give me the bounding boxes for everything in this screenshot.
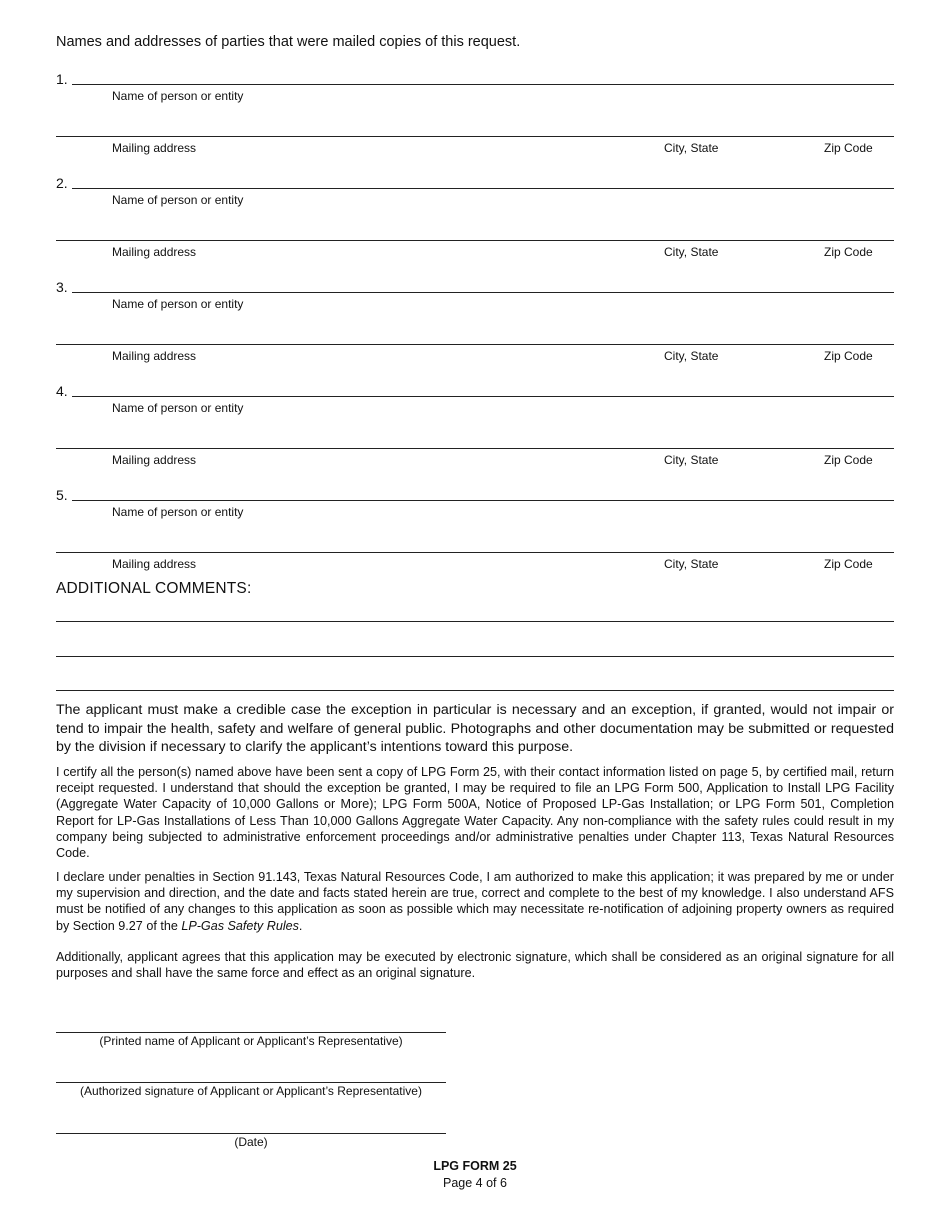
party-address-field[interactable]: [112, 423, 652, 449]
party-address-label: Mailing address: [112, 245, 197, 259]
party-address-field[interactable]: [112, 111, 652, 137]
party-zip-label: Zip Code: [824, 141, 873, 155]
party-city-label: City, State: [664, 557, 719, 571]
party-city-label: City, State: [664, 245, 719, 259]
printed-name-line[interactable]: [56, 1032, 446, 1033]
authorized-signature-label: (Authorized signature of Applicant or Applicant’s Representative): [80, 1084, 422, 1098]
party-city-field[interactable]: [660, 215, 800, 241]
date-label: (Date): [234, 1135, 268, 1149]
party-zip-label: Zip Code: [824, 349, 873, 363]
party-name-field[interactable]: [112, 371, 892, 397]
electronic-signature-statement: Additionally, applicant agrees that this application may be executed by electronic signature, which shall be considered as an original signature for all purposes and shall have the same force and effect as an original signature.: [56, 950, 894, 981]
form-name: LPG FORM 25: [433, 1159, 517, 1173]
party-zip-label: Zip Code: [824, 245, 873, 259]
party-address-label: Mailing address: [112, 453, 197, 467]
certification-statement: I certify all the person(s) named above have been sent a copy of LPG Form 25, with their contact information listed on page 5, by certified mail, return receipt requested. I understand that should the exception be granted, I may be required to file an LPG Form 500, Application to Install LPG Facility (Aggregate Water Capacity of 10,000 Gallons or More); LPG Form 500A, Notice of Proposed LP-Gas Installation; or LPG Form 501, Completion Report for LP-Gas Installations of Less Than 10,000 Gallons Aggregate Water Capacity. Any non-compliance with the safety rules could result in my company being subjected to administrative enforcement proceedings and/or administrative penalties under Chapter 113, Texas Natural Resources Code.: [56, 765, 894, 861]
party-name-label: Name of person or entity: [112, 505, 244, 519]
party-number: 3.: [56, 279, 68, 295]
party-name-field[interactable]: [112, 59, 892, 85]
party-address-label: Mailing address: [112, 349, 197, 363]
intro-text: Names and addresses of parties that were mailed copies of this request.: [56, 34, 521, 50]
party-name-label: Name of person or entity: [112, 193, 244, 207]
printed-name-label: (Printed name of Applicant or Applicant’s Representative): [99, 1034, 403, 1048]
party-city-label: City, State: [664, 453, 719, 467]
comment-line-1[interactable]: [56, 621, 894, 622]
page-number: Page 4 of 6: [443, 1176, 507, 1190]
party-zip-field[interactable]: [810, 527, 894, 553]
party-name-label: Name of person or entity: [112, 89, 244, 103]
party-address-field[interactable]: [112, 527, 652, 553]
party-address-label: Mailing address: [112, 557, 197, 571]
date-line[interactable]: [56, 1133, 446, 1134]
party-zip-field[interactable]: [810, 319, 894, 345]
party-address-label: Mailing address: [112, 141, 197, 155]
comment-line-3[interactable]: [56, 690, 894, 691]
declaration-text: I declare under penalties in Section 91.143, Texas Natural Resources Code, I am authorized to make this application; it was prepared by me or under my supervision and direction, and the date and facts stated herein are true, correct and complete to the best of my knowledge. I also understand AFS must be notified of any changes to this application as soon as possible which may necessitate re-notification of adjoining property owners as required by Section 9.27 of the: [56, 870, 894, 933]
declaration-end: .: [298, 918, 303, 933]
party-address-field[interactable]: [112, 319, 652, 345]
party-name-label: Name of person or entity: [112, 297, 244, 311]
party-address-field[interactable]: [112, 215, 652, 241]
authorized-signature-line[interactable]: [56, 1082, 446, 1083]
party-number: 1.: [56, 71, 68, 87]
party-name-label: Name of person or entity: [112, 401, 244, 415]
comment-line-2[interactable]: [56, 656, 894, 657]
party-city-field[interactable]: [660, 423, 800, 449]
party-city-field[interactable]: [660, 527, 800, 553]
party-zip-field[interactable]: [810, 423, 894, 449]
party-city-field[interactable]: [660, 111, 800, 137]
declaration-rules-title: LP-Gas Safety Rules: [181, 918, 299, 933]
party-number: 2.: [56, 175, 68, 191]
party-city-field[interactable]: [660, 319, 800, 345]
declaration-statement: [56, 869, 894, 934]
party-number: 4.: [56, 383, 68, 399]
party-zip-field[interactable]: [810, 111, 894, 137]
exception-statement: The applicant must make a credible case the exception in particular is necessary and an exception, if granted, would not impair or tend to impair the health, safety and welfare of general public. Photographs and other documentation may be submitted or requested by the division if necessary to clarify the applicant’s intentions toward this purpose.: [56, 702, 894, 755]
party-number: 5.: [56, 487, 68, 503]
party-city-label: City, State: [664, 141, 719, 155]
party-city-label: City, State: [664, 349, 719, 363]
party-name-field[interactable]: [112, 267, 892, 293]
party-name-field[interactable]: [112, 163, 892, 189]
party-name-field[interactable]: [112, 475, 892, 501]
party-zip-label: Zip Code: [824, 453, 873, 467]
party-zip-field[interactable]: [810, 215, 894, 241]
party-zip-label: Zip Code: [824, 557, 873, 571]
additional-comments-header: ADDITIONAL COMMENTS:: [56, 580, 252, 597]
